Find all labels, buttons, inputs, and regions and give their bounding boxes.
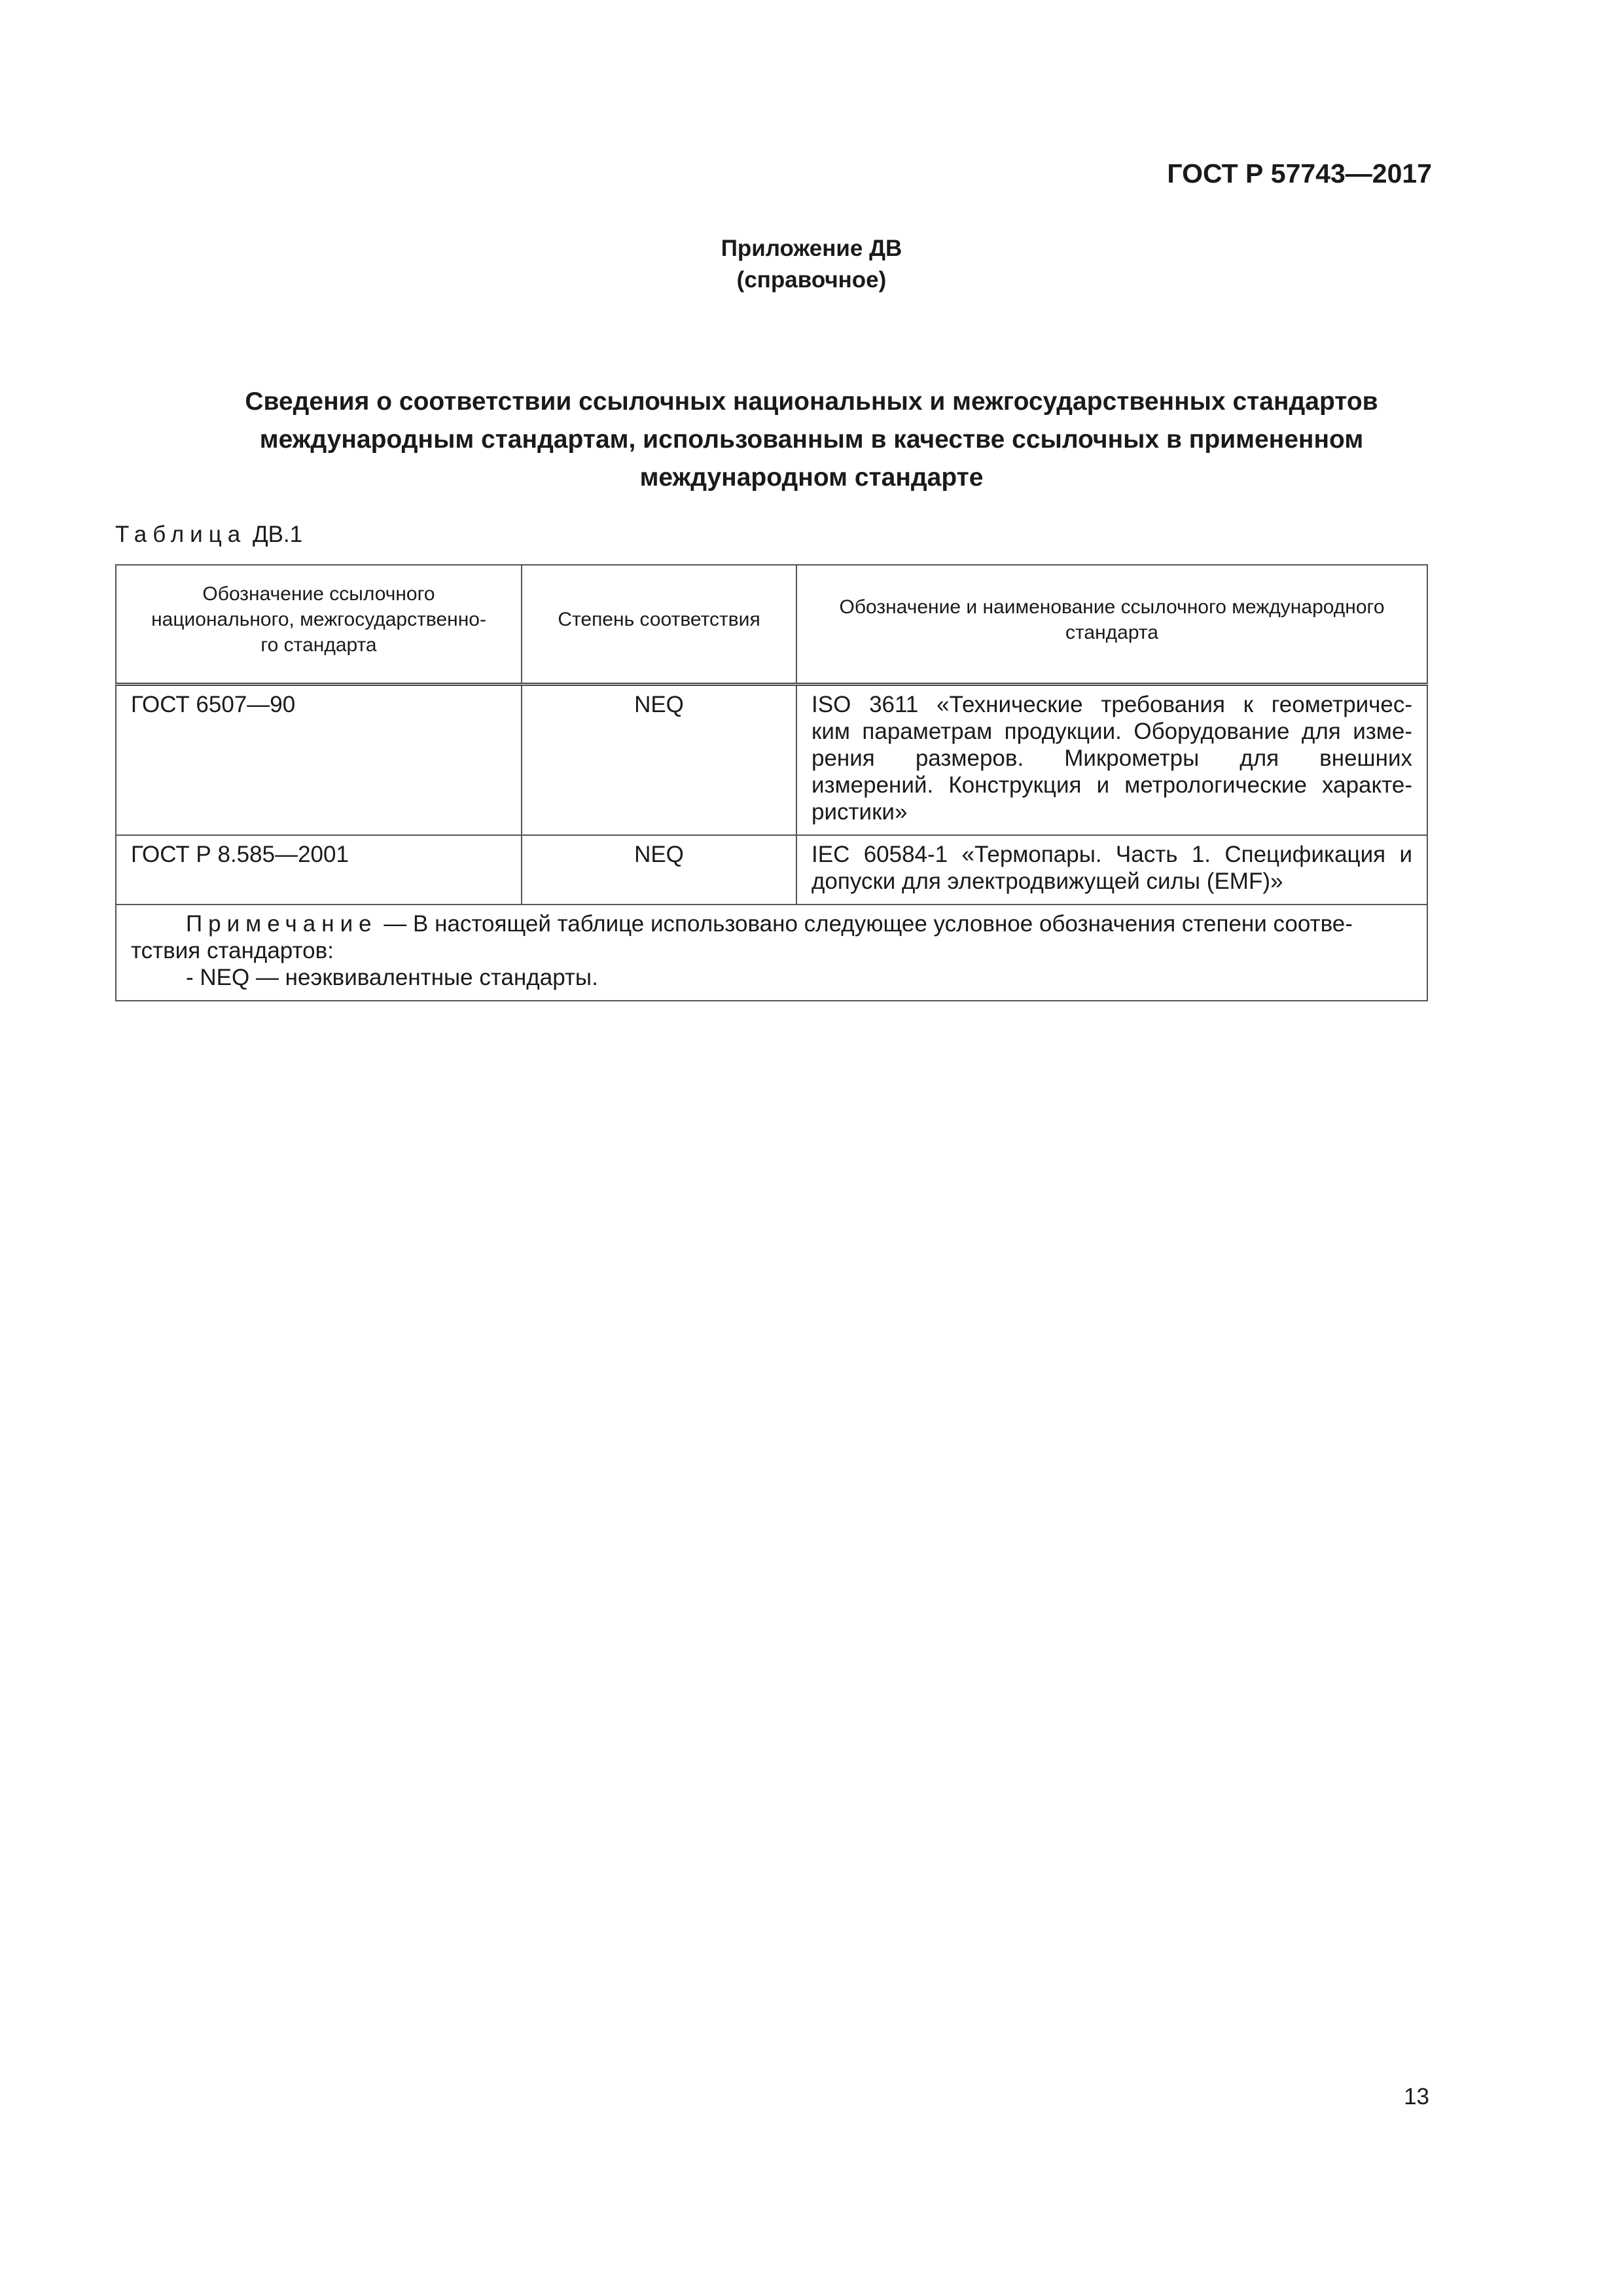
cell-text-line: ISO 3611 «Технические требования к геометричес- — [812, 692, 1412, 717]
heading-line: Сведения о соответствии ссылочных национальных и межгосударственных стандартов — [245, 387, 1378, 416]
cell-text-line: рения размеров. Микрометры для внешних — [812, 745, 1412, 771]
table-caption-number: ДВ.1 — [252, 522, 303, 547]
column-header-degree — [522, 565, 796, 685]
header-text: го стандарта — [260, 634, 377, 656]
header-text: Обозначение ссылочного — [202, 583, 435, 605]
note-line — [131, 910, 1412, 937]
column-header-designation — [116, 565, 522, 685]
annex-title: Приложение ДВ — [721, 236, 902, 261]
table-caption — [115, 522, 302, 548]
cell-text-line: ристики» — [812, 799, 908, 825]
page-number: 13 — [1404, 2084, 1429, 2109]
standards-correspondence-table — [115, 564, 1428, 1001]
cell-international-standard — [796, 835, 1427, 905]
document-designation: ГОСТ Р 57743—2017 — [1167, 158, 1432, 188]
annex-title-block — [0, 233, 1623, 296]
table-note — [116, 905, 1427, 1001]
annex-type: (справочное) — [736, 267, 887, 293]
table-note-row — [116, 905, 1427, 1001]
note-text: — В настоящей таблице использовано следующее условное обозначения степени соотве- — [377, 911, 1353, 937]
section-heading — [118, 383, 1505, 497]
cell-text-line: ким параметрам продукции. Оборудование для изме- — [812, 719, 1412, 744]
note-line: тствия стандартов: — [131, 938, 334, 963]
cell-degree: NEQ — [522, 835, 796, 905]
header-text: национального, межгосударственно- — [151, 609, 486, 630]
header-text: Обозначение и наименование ссылочного международного — [839, 596, 1385, 618]
heading-line: международным стандартам, использованным в качестве ссылочных в примененном — [259, 425, 1364, 454]
column-header-international — [796, 565, 1427, 685]
cell-degree: NEQ — [522, 685, 796, 836]
header-text: стандарта — [1065, 621, 1158, 643]
note-line: - NEQ — неэквивалентные стандарты. — [186, 965, 598, 990]
cell-text-line: IEC 60584-1 «Термопары. Часть 1. Спецификация и — [812, 842, 1412, 867]
note-label: Примечание — [186, 911, 378, 937]
table-header-row — [116, 565, 1427, 685]
cell-text-line: измерений. Конструкция и метрологические характе- — [812, 772, 1412, 798]
cell-designation: ГОСТ 6507—90 — [116, 685, 522, 836]
cell-text-line: допуски для электродвижущей силы (EMF)» — [812, 869, 1283, 894]
table-caption-word: Таблица — [115, 522, 247, 547]
cell-international-standard — [796, 685, 1427, 836]
table-row — [116, 835, 1427, 905]
table-row — [116, 685, 1427, 836]
heading-line: международном стандарте — [639, 463, 984, 492]
header-text: Степень соответствия — [558, 609, 760, 630]
cell-designation: ГОСТ Р 8.585—2001 — [116, 835, 522, 905]
